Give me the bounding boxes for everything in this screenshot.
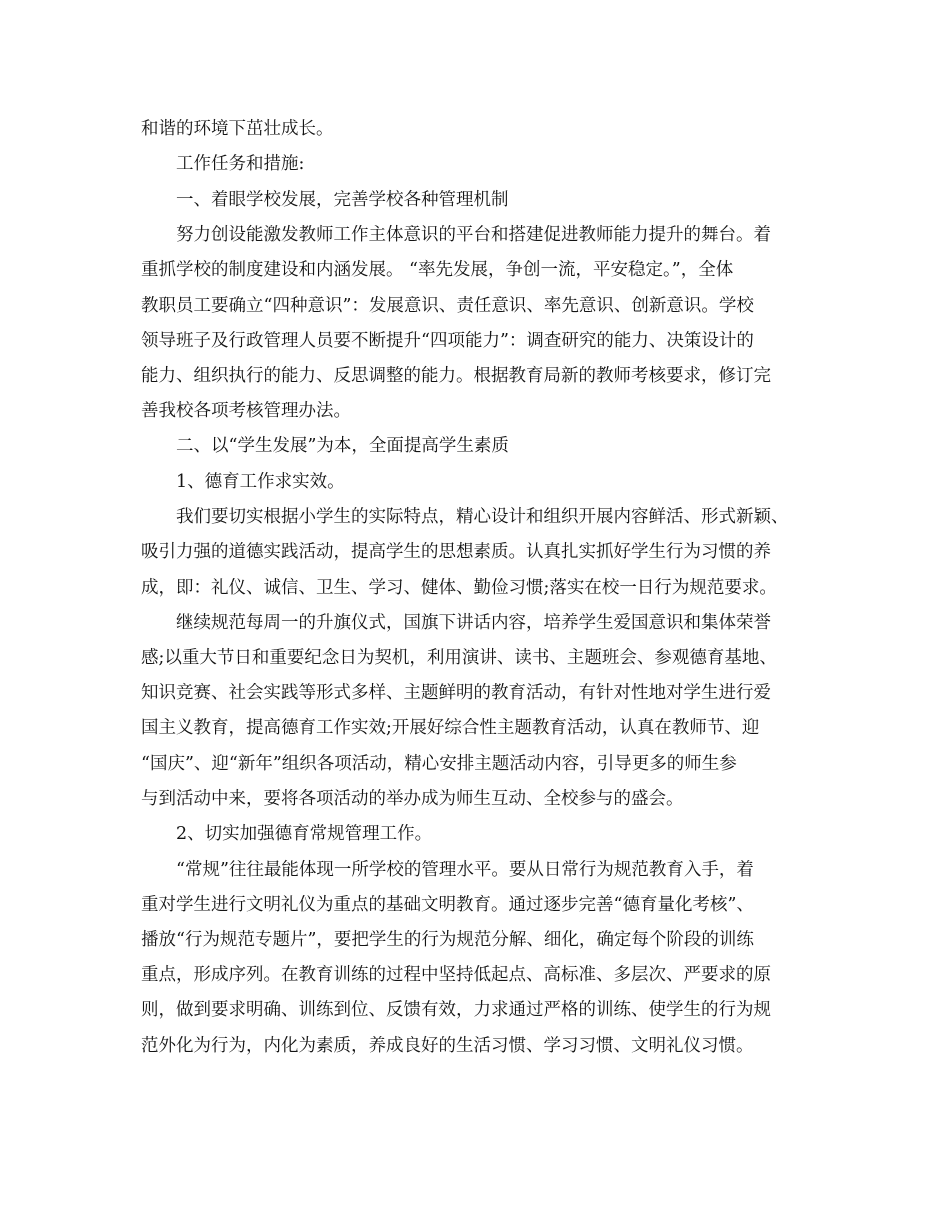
text-line: “国庆”、迎“新年”组织各项活动，精心安排主题活动内容，引导更多的师生参 (141, 754, 737, 774)
text-line: 能力、组织执行的能力、反思调整的能力。根据教育局新的教师考核要求，修订完 (141, 366, 771, 386)
paragraph-first-line: 努力创设能激发教师工作主体意识的平台和搭建促进教师能力提升的舞台。着 (176, 225, 771, 245)
text-line: 感;以重大节日和重要纪念日为契机，利用演讲、读书、主题班会、参观德育基地、 (141, 648, 777, 668)
subsection-heading: 2、切实加强德育常规管理工作。 (176, 824, 433, 844)
text-line: 和谐的环境下茁壮成长。 (141, 119, 334, 139)
section-heading: 二、以“学生发展”为本，全面提高学生素质 (176, 436, 509, 456)
text-line: 成，即：礼仪、诚信、卫生、学习、健体、勤俭习惯;落实在校一日行为规范要求。 (141, 578, 777, 598)
section-heading: 一、着眼学校发展，完善学校各种管理机制 (176, 190, 509, 210)
text-line: 吸引力强的道德实践活动，提高学生的思想素质。认真扎实抓好学生行为习惯的养 (141, 542, 771, 562)
paragraph-first-line: 我们要切实根据小学生的实际特点，精心设计和组织开展内容鲜活、形式新颖、 (176, 507, 789, 527)
text-line: 则，做到要求明确、训练到位、反馈有效，力求通过严格的训练、使学生的行为规 (141, 1000, 771, 1020)
section-heading: 工作任务和措施: (176, 154, 305, 174)
text-line: 与到活动中来，要将各项活动的举办成为师生互动、全校参与的盛会。 (141, 789, 684, 809)
paragraph-first-line: “常规”往往最能体现一所学校的管理水平。要从日常行为规范教育入手，着 (176, 860, 754, 880)
text-line: 重抓学校的制度建设和内涵发展。 “率先发展，争创一流，平安稳定。”，全体 (141, 260, 734, 280)
text-line: 重对学生进行文明礼仪为重点的基础文明教育。通过逐步完善“德育量化考核”、 (141, 895, 754, 915)
text-line: 重点，形成序列。在教育训练的过程中坚持低起点、高标准、多层次、严要求的原 (141, 965, 771, 985)
subsection-heading: 1、德育工作求实效。 (176, 472, 345, 492)
paragraph-first-line: 继续规范每周一的升旗仪式，国旗下讲话内容，培养学生爱国意识和集体荣誉 (176, 613, 771, 633)
text-line: 教职员工要确立“四种意识”：发展意识、责任意识、率先意识、创新意识。学校 (141, 296, 754, 316)
text-line: 范外化为行为，内化为素质，养成良好的生活习惯、学习习惯、文明礼仪习惯。 (141, 1036, 754, 1056)
text-line: 善我校各项考核管理办法。 (141, 401, 351, 421)
text-line: 播放“行为规范专题片”，要把学生的行为规范分解、细化，确定每个阶段的训练 (141, 930, 754, 950)
text-line: 知识竞赛、社会实践等形式多样、主题鲜明的教育活动，有针对性地对学生进行爱 (141, 683, 771, 703)
text-line: 国主义教育，提高德育工作实效;开展好综合性主题教育活动，认真在教师节、迎 (141, 718, 760, 738)
text-line: 领导班子及行政管理人员要不断提升“四项能力”：调查研究的能力、决策设计的 (141, 331, 754, 351)
